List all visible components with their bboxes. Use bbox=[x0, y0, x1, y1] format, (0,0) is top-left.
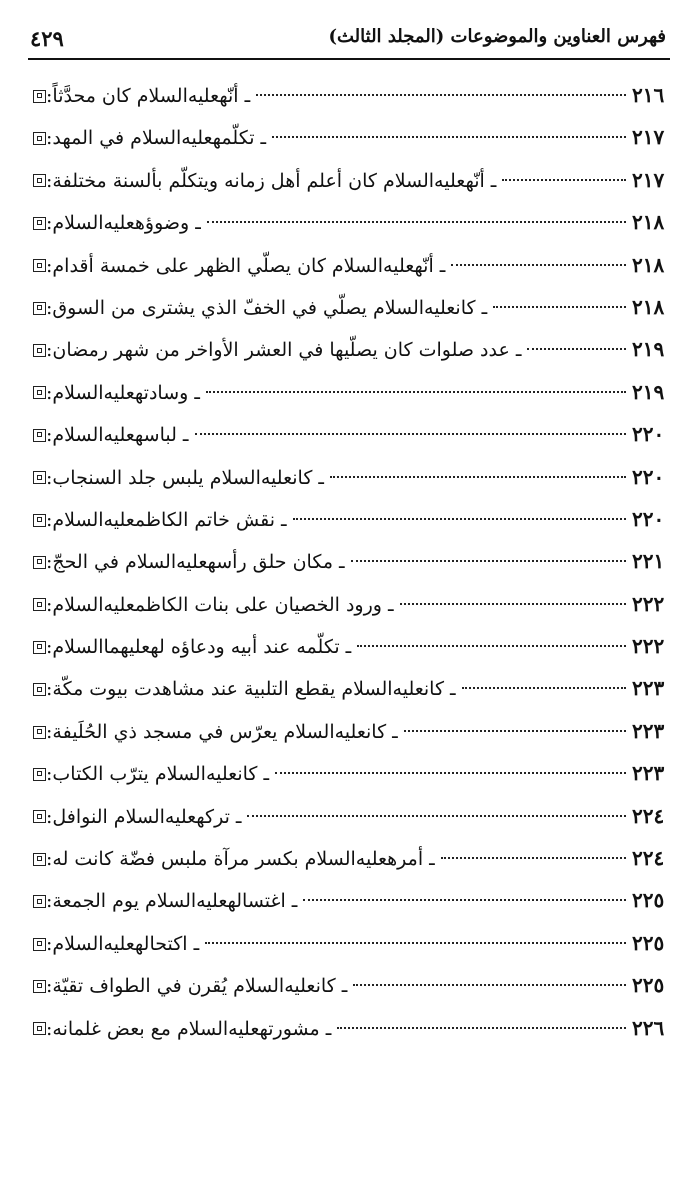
toc-entry-title: ـ أمرهعليه‌السلام بكسر مرآة ملبس فضّة كانت له: bbox=[46, 848, 435, 871]
toc-entry-title: ـ كانعليه‌السلام يلبس جلد السنجاب: bbox=[46, 466, 324, 489]
toc-entry-page: ٢٢٢ bbox=[632, 634, 665, 659]
page-header bbox=[28, 22, 670, 60]
square-bullet-icon bbox=[33, 810, 46, 823]
square-bullet-icon bbox=[33, 132, 46, 145]
dot-leader bbox=[351, 560, 626, 562]
toc-entry-page: ٢٢٥ bbox=[632, 888, 665, 913]
toc-entry-page: ٢٢٠ bbox=[632, 464, 665, 489]
square-bullet-icon bbox=[33, 174, 46, 187]
square-bullet-icon bbox=[33, 726, 46, 739]
toc-entry-title: ـ مشورتهعليه‌السلام مع بعض غلمانه: bbox=[46, 1017, 332, 1040]
toc-entry bbox=[28, 795, 670, 837]
toc-entry-page: ٢٢١ bbox=[632, 549, 665, 574]
dot-leader bbox=[195, 433, 627, 435]
toc-entry-page: ٢١٨ bbox=[632, 294, 665, 319]
toc-entry bbox=[28, 625, 670, 667]
dot-leader bbox=[303, 899, 626, 901]
dot-leader bbox=[275, 772, 626, 774]
toc-entry-title: ـ عدد صلوات كان يصلّيها في العشر الأواخر من شهر رمضان: bbox=[46, 339, 522, 362]
square-bullet-icon bbox=[33, 853, 46, 866]
toc-entry bbox=[28, 710, 670, 752]
toc-entry bbox=[28, 583, 670, 625]
toc-entry-title: ـ تركهعليه‌السلام النوافل: bbox=[46, 805, 242, 828]
toc-entry-title: ـ مكان حلق رأسهعليه‌السلام في الحجّ: bbox=[46, 551, 345, 574]
dot-leader bbox=[293, 518, 626, 520]
toc-entry-page: ٢٢٠ bbox=[632, 506, 665, 531]
toc-entry-page: ٢١٩ bbox=[632, 379, 665, 404]
square-bullet-icon bbox=[33, 429, 46, 442]
toc-entry-page: ٢٢٣ bbox=[632, 718, 665, 743]
dot-leader bbox=[207, 221, 626, 223]
toc-entry bbox=[28, 201, 670, 243]
dot-leader bbox=[205, 942, 626, 944]
square-bullet-icon bbox=[33, 1022, 46, 1035]
dot-leader bbox=[493, 306, 626, 308]
square-bullet-icon bbox=[33, 471, 46, 484]
square-bullet-icon bbox=[33, 386, 46, 399]
toc-entry bbox=[28, 456, 670, 498]
toc-entry-title: ـ اكتحالهعليه‌السلام: bbox=[46, 932, 200, 955]
dot-leader bbox=[502, 179, 626, 181]
toc-entry-page: ٢٢٣ bbox=[632, 761, 665, 786]
dot-leader bbox=[256, 94, 626, 96]
toc-entry bbox=[28, 328, 670, 370]
square-bullet-icon bbox=[33, 683, 46, 696]
toc-entry-page: ٢٢٤ bbox=[632, 846, 665, 871]
dot-leader bbox=[451, 264, 626, 266]
toc-entry bbox=[28, 159, 670, 201]
dot-leader bbox=[404, 730, 626, 732]
square-bullet-icon bbox=[33, 302, 46, 315]
toc-entry-title: ـ تكلّمه عند أبيه ودعاؤه لهعليهما‌السلام: bbox=[46, 636, 352, 659]
toc-entry bbox=[28, 286, 670, 328]
toc-entry-page: ٢١٩ bbox=[632, 337, 665, 362]
toc-list bbox=[28, 74, 670, 1049]
toc-entry-page: ٢١٧ bbox=[632, 167, 665, 192]
toc-entry-title: ـ نقش خاتم الكاظمعليه‌السلام: bbox=[46, 508, 287, 531]
dot-leader bbox=[527, 348, 626, 350]
toc-entry-title: ـ ورود الخصيان على بنات الكاظمعليه‌السلام: bbox=[46, 593, 394, 616]
dot-leader bbox=[357, 645, 626, 647]
toc-entry bbox=[28, 667, 670, 709]
square-bullet-icon bbox=[33, 217, 46, 230]
dot-leader bbox=[462, 687, 626, 689]
square-bullet-icon bbox=[33, 556, 46, 569]
toc-entry bbox=[28, 413, 670, 455]
header-title: فهرس العناوين والموضوعات (المجلد الثالث) bbox=[328, 26, 666, 47]
toc-entry bbox=[28, 922, 670, 964]
toc-entry-title: ـ وسادتهعليه‌السلام: bbox=[46, 381, 200, 404]
toc-entry-page: ٢٢٥ bbox=[632, 930, 665, 955]
toc-entry bbox=[28, 964, 670, 1006]
toc-entry-page: ٢١٦ bbox=[632, 83, 665, 107]
dot-leader bbox=[206, 391, 626, 393]
dot-leader bbox=[330, 476, 626, 478]
toc-entry-title: ـ أنّهعليه‌السلام كان أعلم أهل زمانه ويتكلّم بألسنة مختلفة: bbox=[46, 169, 497, 192]
toc-entry-page: ٢٢٢ bbox=[632, 591, 665, 616]
toc-entry bbox=[28, 116, 670, 158]
square-bullet-icon bbox=[33, 598, 46, 611]
dot-leader bbox=[337, 1027, 626, 1029]
toc-entry bbox=[28, 752, 670, 794]
toc-entry bbox=[28, 1007, 670, 1049]
toc-entry-page: ٢٢٦ bbox=[632, 1015, 665, 1040]
toc-entry-page: ٢١٧ bbox=[632, 125, 665, 150]
toc-entry-title: ـ تكلّمهعليه‌السلام في المهد: bbox=[46, 127, 267, 150]
toc-entry bbox=[28, 244, 670, 286]
toc-entry-title: ـ كانعليه‌السلام يصلّي في الخفّ الذي يشترى من السوق: bbox=[46, 296, 488, 319]
square-bullet-icon bbox=[33, 259, 46, 272]
square-bullet-icon bbox=[33, 980, 46, 993]
toc-entry bbox=[28, 371, 670, 413]
toc-entry-page: ٢١٨ bbox=[632, 252, 665, 277]
square-bullet-icon bbox=[33, 514, 46, 527]
square-bullet-icon bbox=[33, 90, 46, 103]
toc-entry bbox=[28, 498, 670, 540]
toc-entry-title: ـ كانعليه‌السلام يعرّس في مسجد ذي الحُلَيفة: bbox=[46, 720, 398, 743]
square-bullet-icon bbox=[33, 895, 46, 908]
dot-leader bbox=[247, 815, 626, 817]
toc-entry-title: ـ كانعليه‌السلام يترّب الكتاب: bbox=[46, 763, 270, 786]
toc-entry-page: ٢٢٤ bbox=[632, 803, 665, 828]
dot-leader bbox=[353, 984, 626, 986]
toc-entry-title: ـ كانعليه‌السلام يقطع التلبية عند مشاهدت بيوت مكّة: bbox=[46, 678, 456, 701]
toc-entry-page: ٢٢٥ bbox=[632, 973, 665, 998]
dot-leader bbox=[272, 136, 626, 138]
toc-entry-title: ـ وضوؤهعليه‌السلام: bbox=[46, 212, 201, 235]
toc-entry-title: ـ لباسهعليه‌السلام: bbox=[46, 424, 189, 447]
dot-leader bbox=[441, 857, 626, 859]
toc-entry bbox=[28, 540, 670, 582]
toc-entry bbox=[28, 879, 670, 921]
dot-leader bbox=[400, 603, 626, 605]
toc-entry-title: ـ اغتسالهعليه‌السلام يوم الجمعة: bbox=[46, 890, 298, 913]
square-bullet-icon bbox=[33, 641, 46, 654]
square-bullet-icon bbox=[33, 768, 46, 781]
toc-entry bbox=[28, 837, 670, 879]
toc-entry-title: ـ أنّهعليه‌السلام كان يصلّي الظهر على خمسة أقدام: bbox=[46, 254, 446, 277]
toc-entry bbox=[28, 74, 670, 116]
toc-entry-page: ٢٢٠ bbox=[632, 422, 665, 447]
square-bullet-icon bbox=[33, 344, 46, 357]
square-bullet-icon bbox=[33, 938, 46, 951]
toc-entry-page: ٢٢٣ bbox=[632, 676, 665, 701]
toc-entry-page: ٢١٨ bbox=[632, 210, 665, 235]
toc-entry-title: ـ أنّهعليه‌السلام كان محدَّثاً: bbox=[46, 85, 251, 107]
toc-entry-title: ـ كانعليه‌السلام يُقرن في الطواف تقيّة: bbox=[46, 975, 348, 998]
header-page-number: ٤٢٩ bbox=[30, 26, 64, 51]
